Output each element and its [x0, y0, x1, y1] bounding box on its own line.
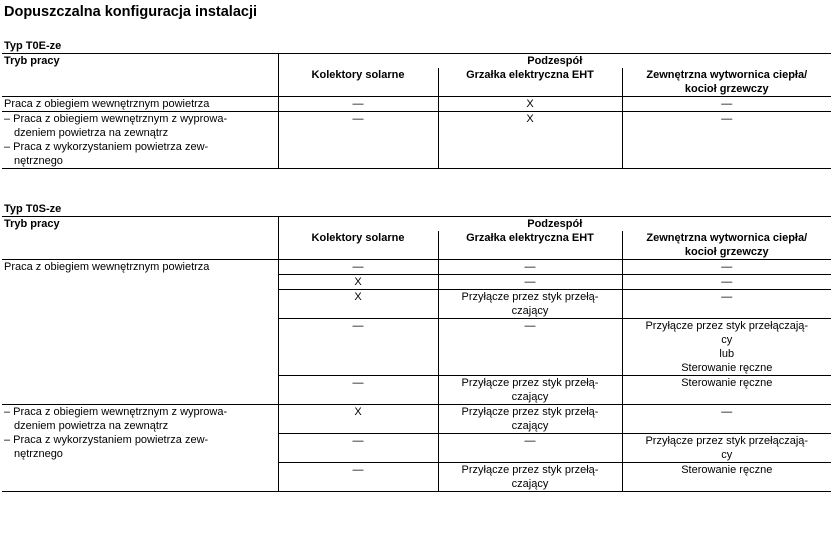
eht-line: czający: [511, 305, 549, 317]
mode-cell: Praca z obiegiem wewnętrznym powietrza: [2, 97, 278, 112]
eht-line: Przyłącze przez styk przełą-: [461, 377, 599, 389]
eht-cell: [438, 290, 622, 319]
config-table-t0e: [2, 53, 831, 169]
mode-cell: [2, 112, 278, 169]
external-line: Przyłącze przez styk przełączają-: [645, 435, 809, 447]
mode-line: – Praca z obiegiem wewnętrznym z wyprowa-: [4, 406, 228, 418]
eht-line: Przyłącze przez styk przełą-: [461, 406, 599, 418]
eht-line: czający: [511, 391, 549, 403]
solar-cell: —: [278, 260, 438, 275]
eht-cell: —: [438, 260, 622, 275]
eht-cell: X: [438, 97, 622, 112]
external-line: lub: [719, 348, 735, 360]
solar-cell: —: [278, 319, 438, 376]
header-mode: Tryb pracy: [2, 54, 278, 97]
header-external-line1: Zewnętrzna wytwornica ciepła/: [646, 69, 808, 81]
header-external-line2: kocioł grzewczy: [684, 83, 769, 95]
header-external: [622, 68, 831, 97]
mode-line: dzeniem powietrza na zewnątrz: [14, 127, 169, 139]
mode-line: dzeniem powietrza na zewnątrz: [14, 420, 169, 432]
mode-cell: [2, 405, 278, 492]
eht-cell: [438, 376, 622, 405]
table-row: [2, 405, 831, 434]
external-cell: [622, 434, 831, 463]
eht-line: czający: [511, 478, 549, 490]
eht-cell: —: [438, 319, 622, 376]
header-eht: Grzałka elektryczna EHT: [438, 68, 622, 97]
page-title: Dopuszczalna konfiguracja instalacji: [4, 4, 258, 20]
external-line: cy: [721, 334, 733, 346]
solar-cell: X: [278, 290, 438, 319]
external-line: cy: [721, 449, 733, 461]
table-row: [2, 260, 831, 275]
external-cell: Sterowanie ręczne: [622, 376, 831, 405]
external-cell: —: [622, 97, 831, 112]
mode-line: nętrznego: [14, 155, 63, 167]
header-row: [2, 217, 831, 232]
table-row: [2, 97, 831, 112]
solar-cell: —: [278, 434, 438, 463]
solar-cell: —: [278, 376, 438, 405]
eht-line: Przyłącze przez styk przełą-: [461, 291, 599, 303]
header-external: [622, 231, 831, 260]
eht-cell: [438, 463, 622, 492]
external-line: Przyłącze przez styk przełączają-: [645, 320, 809, 332]
external-cell: —: [622, 290, 831, 319]
eht-cell: [438, 405, 622, 434]
eht-line: Przyłącze przez styk przełą-: [461, 464, 599, 476]
header-row: [2, 54, 831, 69]
external-cell: —: [622, 275, 831, 290]
solar-cell: X: [278, 275, 438, 290]
header-group: Podzespół: [278, 54, 831, 69]
external-cell: Sterowanie ręczne: [622, 463, 831, 492]
config-table-t0s: [2, 216, 831, 492]
header-group: Podzespół: [278, 217, 831, 232]
eht-line: czający: [511, 420, 549, 432]
header-eht: Grzałka elektryczna EHT: [438, 231, 622, 260]
header-solar: Kolektory solarne: [278, 68, 438, 97]
header-mode: Tryb pracy: [2, 217, 278, 260]
header-solar: Kolektory solarne: [278, 231, 438, 260]
solar-cell: —: [278, 463, 438, 492]
solar-cell: —: [278, 112, 438, 169]
solar-cell: —: [278, 97, 438, 112]
header-external-line2: kocioł grzewczy: [684, 246, 769, 258]
external-cell: —: [622, 112, 831, 169]
eht-cell: —: [438, 275, 622, 290]
external-cell: —: [622, 260, 831, 275]
header-external-line1: Zewnętrzna wytwornica ciepła/: [646, 232, 808, 244]
mode-line: nętrznego: [14, 448, 63, 460]
eht-cell: —: [438, 434, 622, 463]
mode-cell: Praca z obiegiem wewnętrznym powietrza: [2, 260, 278, 405]
table-row: [2, 112, 831, 169]
mode-line: – Praca z wykorzystaniem powietrza zew-: [4, 434, 209, 446]
section-label-t0s: Typ T0S-ze: [4, 203, 62, 215]
eht-cell: X: [438, 112, 622, 169]
solar-cell: X: [278, 405, 438, 434]
mode-line: – Praca z wykorzystaniem powietrza zew-: [4, 141, 209, 153]
external-cell: [622, 319, 831, 376]
external-cell: —: [622, 405, 831, 434]
section-label-t0e: Typ T0E-ze: [4, 40, 62, 52]
mode-line: – Praca z obiegiem wewnętrznym z wyprowa-: [4, 113, 228, 125]
external-line: Sterowanie ręczne: [681, 362, 773, 374]
